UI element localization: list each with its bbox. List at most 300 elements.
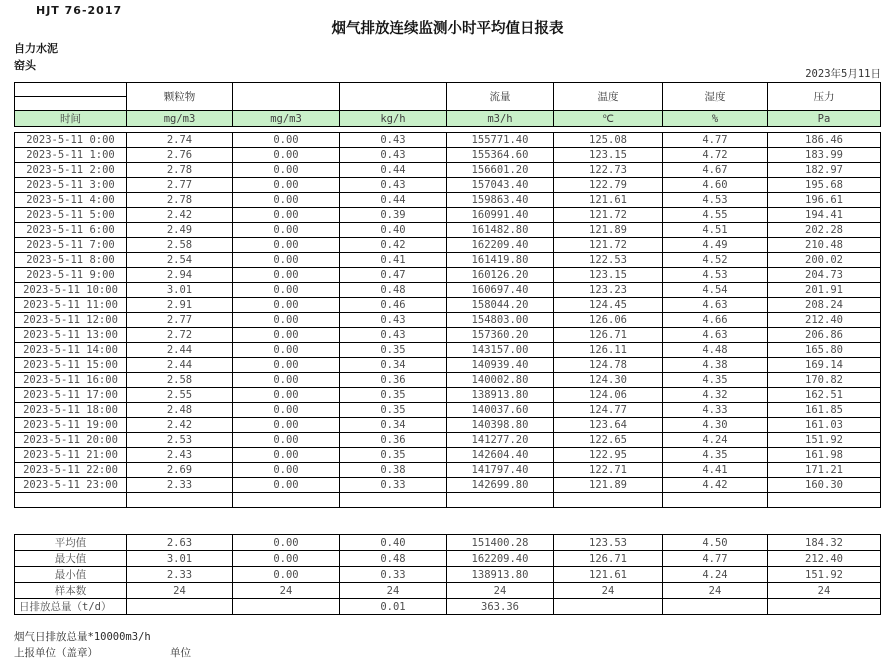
unit-time: 时间: [15, 111, 127, 127]
unit-row: [15, 111, 881, 127]
value-cell: 212.40: [768, 551, 881, 567]
value-cell: 138913.80: [447, 567, 554, 583]
value-cell: 2.54: [127, 253, 233, 268]
value-cell: 126.71: [554, 551, 663, 567]
value-cell: 4.52: [663, 253, 768, 268]
reporting-unit-label: 上报单位（盖章）: [14, 647, 98, 659]
table-row: [15, 343, 881, 358]
value-cell: 0.00: [233, 313, 340, 328]
value-cell: 0.48: [340, 283, 447, 298]
value-cell: 0.33: [340, 478, 447, 493]
value-cell: 4.30: [663, 418, 768, 433]
value-cell: 126.06: [554, 313, 663, 328]
value-cell: 0.35: [340, 343, 447, 358]
value-cell: 4.51: [663, 223, 768, 238]
value-cell: 169.14: [768, 358, 881, 373]
value-cell: 0.48: [340, 551, 447, 567]
value-cell: 125.08: [554, 133, 663, 148]
empty-cell: [663, 493, 768, 508]
table-row: [15, 535, 881, 551]
table-row: [15, 163, 881, 178]
value-cell: 143157.00: [447, 343, 554, 358]
value-cell: 160126.20: [447, 268, 554, 283]
table-row: [15, 478, 881, 493]
time-cell: 2023-5-11 12:00: [15, 313, 127, 328]
value-cell: 4.38: [663, 358, 768, 373]
value-cell: 2.78: [127, 163, 233, 178]
value-cell: 121.61: [554, 193, 663, 208]
table-row: [15, 283, 881, 298]
value-cell: 2.55: [127, 388, 233, 403]
value-cell: 2.42: [127, 208, 233, 223]
header-temperature: 温度: [554, 83, 663, 111]
value-cell: 2.53: [127, 433, 233, 448]
value-cell: [554, 599, 663, 615]
value-cell: 140939.40: [447, 358, 554, 373]
value-cell: 0.00: [233, 223, 340, 238]
value-cell: 122.65: [554, 433, 663, 448]
value-cell: 161.85: [768, 403, 881, 418]
time-cell: 2023-5-11 15:00: [15, 358, 127, 373]
empty-cell: [233, 493, 340, 508]
value-cell: 122.53: [554, 253, 663, 268]
value-cell: 0.00: [233, 478, 340, 493]
header-pressure: 压力: [768, 83, 881, 111]
value-cell: 123.15: [554, 268, 663, 283]
header-table: [14, 82, 881, 127]
value-cell: 2.44: [127, 358, 233, 373]
value-cell: [127, 599, 233, 615]
value-cell: 161419.80: [447, 253, 554, 268]
value-cell: 0.47: [340, 268, 447, 283]
value-cell: 2.69: [127, 463, 233, 478]
value-cell: 138913.80: [447, 388, 554, 403]
value-cell: 142604.40: [447, 448, 554, 463]
value-cell: 4.42: [663, 478, 768, 493]
value-cell: 159863.40: [447, 193, 554, 208]
time-cell: 2023-5-11 2:00: [15, 163, 127, 178]
standard-code: HJT 76-2017: [36, 4, 123, 17]
time-cell: 2023-5-11 3:00: [15, 178, 127, 193]
value-cell: 0.00: [233, 268, 340, 283]
value-cell: 0.43: [340, 148, 447, 163]
value-cell: 2.58: [127, 373, 233, 388]
value-cell: 3.01: [127, 551, 233, 567]
value-cell: 126.11: [554, 343, 663, 358]
value-cell: 4.63: [663, 298, 768, 313]
value-cell: 210.48: [768, 238, 881, 253]
value-cell: 24: [340, 583, 447, 599]
station-name: 窑头: [14, 59, 36, 72]
value-cell: 0.00: [233, 343, 340, 358]
empty-cell: [554, 493, 663, 508]
value-cell: 123.53: [554, 535, 663, 551]
table-row: [15, 583, 881, 599]
table-row: [15, 298, 881, 313]
header-empty-cell: [340, 83, 447, 111]
report-date: 2023年5月11日: [805, 68, 881, 80]
time-cell: 2023-5-11 0:00: [15, 133, 127, 148]
value-cell: 140398.80: [447, 418, 554, 433]
header-empty-cell: [233, 83, 340, 111]
header-empty-cell: [15, 97, 127, 111]
time-cell: 2023-5-11 17:00: [15, 388, 127, 403]
value-cell: 171.21: [768, 463, 881, 478]
summary-label-cell: 最小值: [15, 567, 127, 583]
value-cell: 0.00: [233, 253, 340, 268]
value-cell: 0.44: [340, 163, 447, 178]
value-cell: 158044.20: [447, 298, 554, 313]
value-cell: 122.95: [554, 448, 663, 463]
value-cell: 182.97: [768, 163, 881, 178]
value-cell: 212.40: [768, 313, 881, 328]
empty-cell: [15, 493, 127, 508]
table-row: [15, 133, 881, 148]
value-cell: 121.89: [554, 478, 663, 493]
value-cell: 4.77: [663, 133, 768, 148]
value-cell: 0.43: [340, 328, 447, 343]
value-cell: 4.49: [663, 238, 768, 253]
time-cell: 2023-5-11 9:00: [15, 268, 127, 283]
value-cell: 204.73: [768, 268, 881, 283]
value-cell: 0.40: [340, 223, 447, 238]
time-cell: 2023-5-11 8:00: [15, 253, 127, 268]
value-cell: 0.34: [340, 358, 447, 373]
value-cell: 124.45: [554, 298, 663, 313]
value-cell: 4.55: [663, 208, 768, 223]
time-cell: 2023-5-11 23:00: [15, 478, 127, 493]
table-row: [15, 448, 881, 463]
value-cell: 170.82: [768, 373, 881, 388]
value-cell: 2.48: [127, 403, 233, 418]
value-cell: 0.33: [340, 567, 447, 583]
value-cell: 0.35: [340, 403, 447, 418]
time-cell: 2023-5-11 13:00: [15, 328, 127, 343]
value-cell: 2.78: [127, 193, 233, 208]
value-cell: 2.77: [127, 313, 233, 328]
value-cell: 0.44: [340, 193, 447, 208]
table-row: [15, 567, 881, 583]
value-cell: 0.00: [233, 193, 340, 208]
table-row: [15, 599, 881, 615]
value-cell: 0.00: [233, 298, 340, 313]
value-cell: 140002.80: [447, 373, 554, 388]
value-cell: 4.50: [663, 535, 768, 551]
table-row: [15, 403, 881, 418]
value-cell: 24: [663, 583, 768, 599]
value-cell: 162.51: [768, 388, 881, 403]
value-cell: 2.77: [127, 178, 233, 193]
value-cell: 162209.40: [447, 551, 554, 567]
value-cell: 2.58: [127, 238, 233, 253]
value-cell: 4.53: [663, 193, 768, 208]
table-row: [15, 253, 881, 268]
value-cell: 123.15: [554, 148, 663, 163]
value-cell: 2.33: [127, 478, 233, 493]
value-cell: 0.00: [233, 418, 340, 433]
value-cell: 2.44: [127, 343, 233, 358]
summary-label-cell: 日排放总量（t/d）: [15, 599, 127, 615]
value-cell: 124.77: [554, 403, 663, 418]
summary-label-cell: 最大值: [15, 551, 127, 567]
value-cell: 4.48: [663, 343, 768, 358]
value-cell: 200.02: [768, 253, 881, 268]
table-row: [15, 178, 881, 193]
value-cell: 157360.20: [447, 328, 554, 343]
value-cell: 151400.28: [447, 535, 554, 551]
value-cell: 208.24: [768, 298, 881, 313]
unit-celsius: ℃: [554, 111, 663, 127]
value-cell: 195.68: [768, 178, 881, 193]
empty-cell: [127, 493, 233, 508]
value-cell: 0.39: [340, 208, 447, 223]
time-cell: 2023-5-11 19:00: [15, 418, 127, 433]
value-cell: 24: [127, 583, 233, 599]
value-cell: 2.49: [127, 223, 233, 238]
value-cell: 2.42: [127, 418, 233, 433]
value-cell: 0.36: [340, 433, 447, 448]
time-cell: 2023-5-11 20:00: [15, 433, 127, 448]
value-cell: 184.32: [768, 535, 881, 551]
header-particulate: 颗粒物: [127, 83, 233, 111]
unit-mgm3: mg/m3: [233, 111, 340, 127]
value-cell: 0.00: [233, 567, 340, 583]
summary-rows: [15, 535, 881, 615]
value-cell: 155364.60: [447, 148, 554, 163]
value-cell: 121.89: [554, 223, 663, 238]
value-cell: 165.80: [768, 343, 881, 358]
unit-label: 单位: [170, 647, 191, 659]
value-cell: 141277.20: [447, 433, 554, 448]
value-cell: 201.91: [768, 283, 881, 298]
table-row: [15, 433, 881, 448]
data-rows: [15, 133, 881, 508]
value-cell: 0.46: [340, 298, 447, 313]
summary-label-cell: 平均值: [15, 535, 127, 551]
value-cell: 196.61: [768, 193, 881, 208]
value-cell: 0.40: [340, 535, 447, 551]
table-row: [15, 388, 881, 403]
value-cell: 161.98: [768, 448, 881, 463]
value-cell: 4.63: [663, 328, 768, 343]
value-cell: 0.35: [340, 448, 447, 463]
table-row: [15, 328, 881, 343]
value-cell: 122.71: [554, 463, 663, 478]
time-cell: 2023-5-11 7:00: [15, 238, 127, 253]
table-row: [15, 358, 881, 373]
time-cell: 2023-5-11 6:00: [15, 223, 127, 238]
value-cell: 0.00: [233, 448, 340, 463]
value-cell: 4.32: [663, 388, 768, 403]
value-cell: 0.36: [340, 373, 447, 388]
summary-label-cell: 样本数: [15, 583, 127, 599]
value-cell: 4.67: [663, 163, 768, 178]
table-row: [15, 418, 881, 433]
value-cell: 2.72: [127, 328, 233, 343]
value-cell: 160697.40: [447, 283, 554, 298]
value-cell: 0.00: [233, 163, 340, 178]
value-cell: 122.73: [554, 163, 663, 178]
time-cell: 2023-5-11 21:00: [15, 448, 127, 463]
table-row: [15, 373, 881, 388]
value-cell: 0.00: [233, 208, 340, 223]
value-cell: 4.24: [663, 567, 768, 583]
table-row: [15, 551, 881, 567]
value-cell: 4.35: [663, 448, 768, 463]
summary-table: [14, 534, 881, 615]
value-cell: 123.64: [554, 418, 663, 433]
time-cell: 2023-5-11 14:00: [15, 343, 127, 358]
time-cell: 2023-5-11 5:00: [15, 208, 127, 223]
value-cell: 124.30: [554, 373, 663, 388]
time-cell: 2023-5-11 18:00: [15, 403, 127, 418]
value-cell: 2.43: [127, 448, 233, 463]
value-cell: 2.33: [127, 567, 233, 583]
value-cell: 0.00: [233, 463, 340, 478]
unit-percent: %: [663, 111, 768, 127]
value-cell: 0.34: [340, 418, 447, 433]
value-cell: [233, 599, 340, 615]
value-cell: 0.43: [340, 313, 447, 328]
value-cell: 0.00: [233, 328, 340, 343]
unit-kgh: kg/h: [340, 111, 447, 127]
value-cell: [768, 599, 881, 615]
value-cell: 0.35: [340, 388, 447, 403]
value-cell: 122.79: [554, 178, 663, 193]
value-cell: 2.91: [127, 298, 233, 313]
time-cell: 2023-5-11 11:00: [15, 298, 127, 313]
value-cell: 363.36: [447, 599, 554, 615]
value-cell: 0.00: [233, 403, 340, 418]
table-row: [15, 208, 881, 223]
value-cell: 0.41: [340, 253, 447, 268]
unit-pa: Pa: [768, 111, 881, 127]
value-cell: 194.41: [768, 208, 881, 223]
value-cell: 2.94: [127, 268, 233, 283]
value-cell: 24: [554, 583, 663, 599]
value-cell: 0.42: [340, 238, 447, 253]
table-row: [15, 238, 881, 253]
value-cell: 4.24: [663, 433, 768, 448]
time-cell: 2023-5-11 16:00: [15, 373, 127, 388]
value-cell: 121.72: [554, 208, 663, 223]
value-cell: 157043.40: [447, 178, 554, 193]
time-cell: 2023-5-11 1:00: [15, 148, 127, 163]
value-cell: 0.00: [233, 535, 340, 551]
value-cell: 0.00: [233, 551, 340, 567]
value-cell: 0.01: [340, 599, 447, 615]
value-cell: 2.74: [127, 133, 233, 148]
value-cell: 0.38: [340, 463, 447, 478]
header-flow: 流量: [447, 83, 554, 111]
header-humidity: 湿度: [663, 83, 768, 111]
value-cell: 4.53: [663, 268, 768, 283]
value-cell: 202.28: [768, 223, 881, 238]
flue-gas-total-note: 烟气日排放总量*10000m3/h: [14, 631, 151, 643]
value-cell: 160.30: [768, 478, 881, 493]
value-cell: 156601.20: [447, 163, 554, 178]
value-cell: 24: [447, 583, 554, 599]
value-cell: 124.78: [554, 358, 663, 373]
time-cell: 2023-5-11 10:00: [15, 283, 127, 298]
unit-m3h: m3/h: [447, 111, 554, 127]
table-row: [15, 268, 881, 283]
value-cell: 0.00: [233, 238, 340, 253]
value-cell: 4.60: [663, 178, 768, 193]
empty-row: [15, 493, 881, 508]
value-cell: 126.71: [554, 328, 663, 343]
value-cell: 151.92: [768, 433, 881, 448]
value-cell: 4.66: [663, 313, 768, 328]
table-row: [15, 148, 881, 163]
value-cell: 24: [233, 583, 340, 599]
table-row: [15, 193, 881, 208]
value-cell: 124.06: [554, 388, 663, 403]
header-empty-cell: [15, 83, 127, 97]
value-cell: 160991.40: [447, 208, 554, 223]
value-cell: 0.00: [233, 373, 340, 388]
value-cell: 206.86: [768, 328, 881, 343]
time-cell: 2023-5-11 4:00: [15, 193, 127, 208]
value-cell: 151.92: [768, 567, 881, 583]
empty-cell: [447, 493, 554, 508]
data-table: [14, 132, 881, 508]
table-row: [15, 463, 881, 478]
value-cell: 4.54: [663, 283, 768, 298]
value-cell: 154803.00: [447, 313, 554, 328]
value-cell: 4.72: [663, 148, 768, 163]
value-cell: 123.23: [554, 283, 663, 298]
value-cell: [663, 599, 768, 615]
value-cell: 183.99: [768, 148, 881, 163]
empty-cell: [768, 493, 881, 508]
page-title: 烟气排放连续监测小时平均值日报表: [331, 21, 564, 37]
unit-mgm3: mg/m3: [127, 111, 233, 127]
empty-cell: [340, 493, 447, 508]
value-cell: 121.72: [554, 238, 663, 253]
value-cell: 0.00: [233, 358, 340, 373]
value-cell: 4.33: [663, 403, 768, 418]
company-name: 自力水泥: [14, 42, 58, 55]
table-row: [15, 313, 881, 328]
value-cell: 3.01: [127, 283, 233, 298]
value-cell: 4.41: [663, 463, 768, 478]
value-cell: 0.00: [233, 283, 340, 298]
value-cell: 162209.40: [447, 238, 554, 253]
value-cell: 0.43: [340, 178, 447, 193]
value-cell: 0.00: [233, 148, 340, 163]
value-cell: 0.00: [233, 133, 340, 148]
value-cell: 141797.40: [447, 463, 554, 478]
value-cell: 2.63: [127, 535, 233, 551]
value-cell: 0.00: [233, 178, 340, 193]
value-cell: 161.03: [768, 418, 881, 433]
time-cell: 2023-5-11 22:00: [15, 463, 127, 478]
value-cell: 0.00: [233, 388, 340, 403]
value-cell: 161482.80: [447, 223, 554, 238]
value-cell: 0.00: [233, 433, 340, 448]
value-cell: 142699.80: [447, 478, 554, 493]
table-row: [15, 223, 881, 238]
value-cell: 4.77: [663, 551, 768, 567]
value-cell: 2.76: [127, 148, 233, 163]
value-cell: 0.43: [340, 133, 447, 148]
value-cell: 121.61: [554, 567, 663, 583]
value-cell: 24: [768, 583, 881, 599]
value-cell: 140037.60: [447, 403, 554, 418]
value-cell: 155771.40: [447, 133, 554, 148]
value-cell: 4.35: [663, 373, 768, 388]
